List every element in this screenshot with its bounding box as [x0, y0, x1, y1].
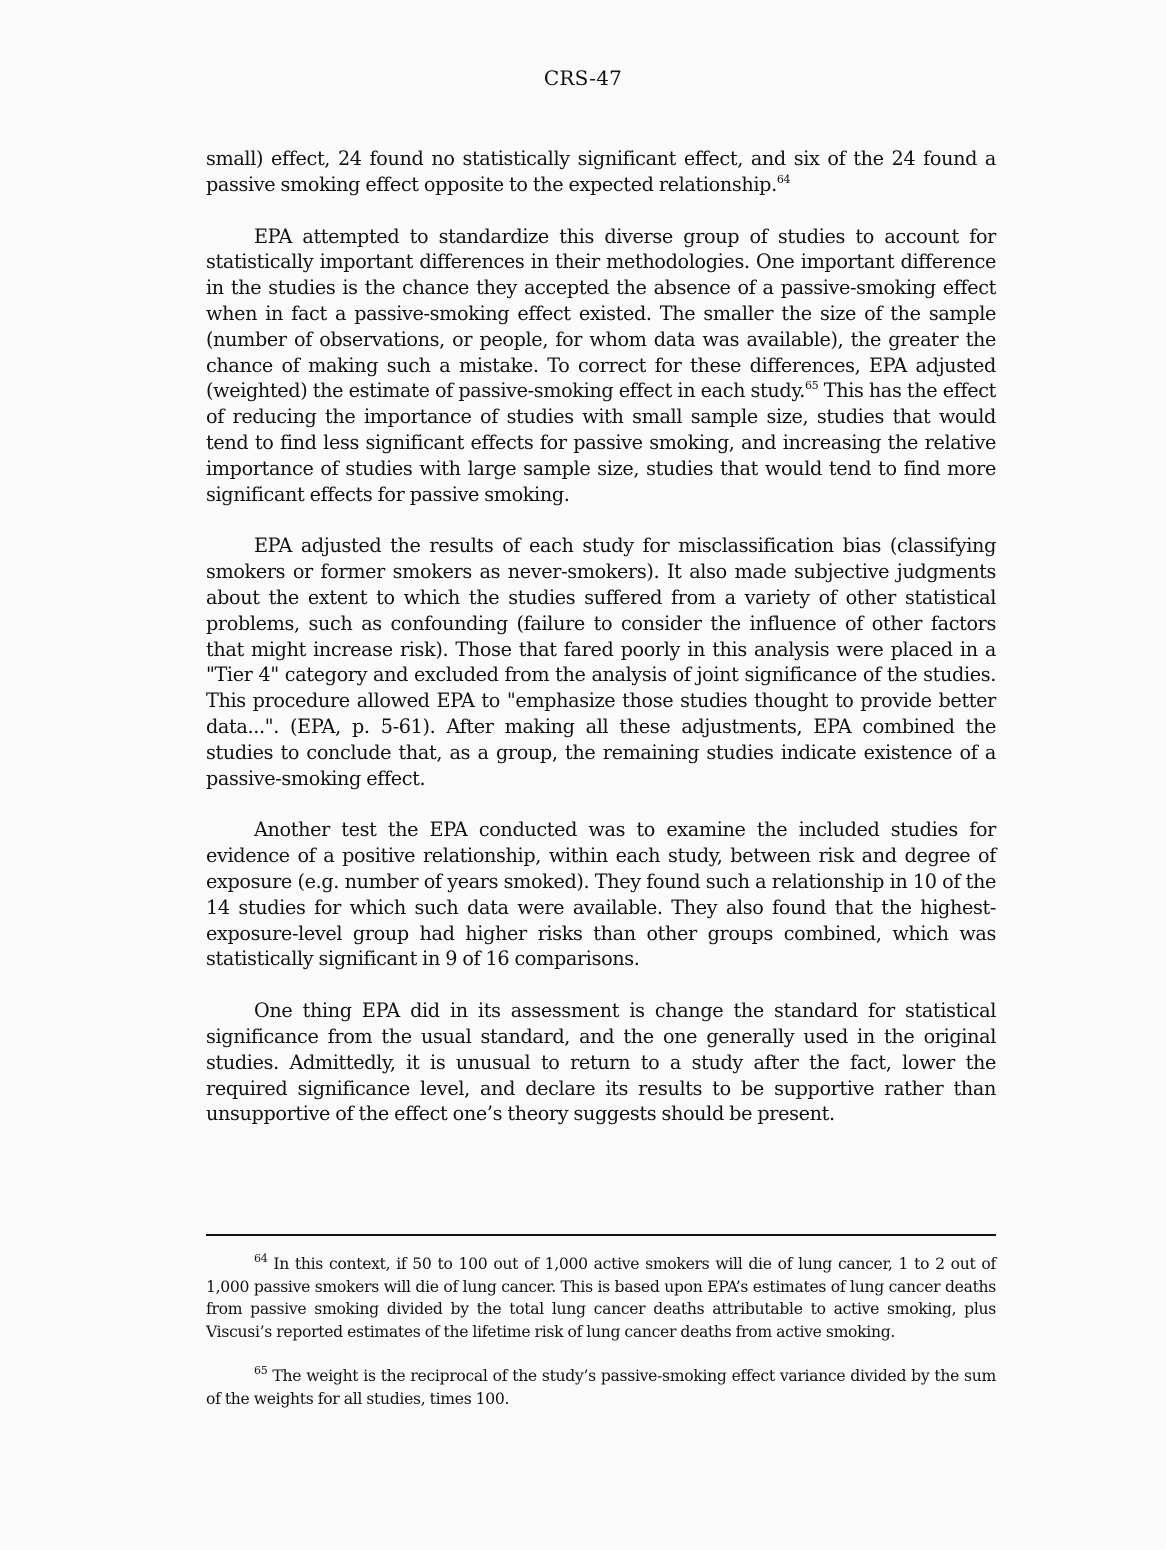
footnote-ref-65[interactable]: 65 [805, 379, 819, 393]
paragraph-text: Another test the EPA conducted was to examine the included studies for evidence of a positive relationship, within each study, between risk and degree of exposure (e.g. number of years smoked). They found such a relationship in 10 of the 14 studies for which such data were available. They also found that the highest-exposure-level group had higher risks than other groups combined, which was statistically significant in 9 of 16 comparisons. [206, 818, 996, 971]
paragraph-text: EPA adjusted the results of each study for misclassification bias (classifying smokers or former smokers as never-smokers). It also made subjective judgments about the extent to which the studies suffered from a variety of other statistical problems, such as confounding (failure to consider the influence of other factors that might increase risk). Those that fared poorly in this analysis were placed in a "Tier 4" category and excluded from the analysis of joint significance of the studies. This procedure allowed EPA to "emphasize those studies thought to provide better data...". (EPA, p. 5-61). After making all these adjustments, EPA combined the studies to conclude that, as a group, the remaining studies indicate existence of a passive-smoking effect. [206, 534, 996, 790]
page-header: CRS-47 [543, 66, 623, 90]
footnote-64 [206, 1253, 996, 1343]
footnote-number: 65 [254, 1364, 268, 1378]
footnote-text: The weight is the reciprocal of the study’s passive-smoking effect variance divided by the sum of the weights for all studies, times 100. [206, 1367, 996, 1408]
paragraph-text: One thing EPA did in its assessment is change the standard for statistical significance from the usual standard, and the one generally used in the original studies. Admittedly, it is unusual to return to a study after the fact, lower the required significance level, and declare its results to be supportive rather than unsupportive of the effect one’s theory suggests should be present. [206, 999, 996, 1126]
paragraph-text: This has the effect of reducing the importance of studies with small sample size, studies that would tend to find less significant effects for passive smoking, and increasing the relative importance of studies with large sample size, studies that would tend to find more significant effects for passive smoking. [206, 379, 996, 506]
footnote-ref-64[interactable]: 64 [776, 172, 791, 186]
paragraph-text: small) effect, 24 found no statistically significant effect, and six of the 24 found a passive smoking effect opposite to the expected relationship. [206, 147, 996, 196]
footnote-number: 64 [254, 1252, 268, 1265]
paragraph-continuation [206, 146, 996, 198]
paragraph-misclassification [206, 533, 996, 791]
paragraph-text: EPA attempted to standardize this diverse group of studies to account for statistically important differences in their methodologies. One important difference in the studies is the chance they accepted the absence of a passive-smoking effect when in fact a passive-smoking effect existed. The smaller the size of the sample (number of observations, or people, for whom data was available), the greater the chance of making such a mistake. To correct for these differences, EPA adjusted (weighted) the estimate of passive-smoking effect in each study. [206, 224, 996, 403]
footnote-divider [206, 1234, 996, 1236]
footnote-text: In this context, if 50 to 100 out of 1,000 active smokers will die of lung cancer, 1 to 2 out of 1,000 passive smokers will die of lung cancer. This is based upon EPA’s estimates of lung cancer deaths from passive smoking divided by the total lung cancer deaths attributable to active smoking, plus Viscusi’s reported estimates of the lifetime risk of lung cancer deaths from active smoking. [206, 1255, 996, 1341]
body-text [206, 146, 996, 1127]
paragraph-standardization [206, 224, 996, 508]
paragraph-exposure-test [206, 817, 996, 972]
paragraph-significance-standard [206, 998, 996, 1127]
footnote-65 [206, 1365, 996, 1410]
footnotes [206, 1253, 996, 1411]
